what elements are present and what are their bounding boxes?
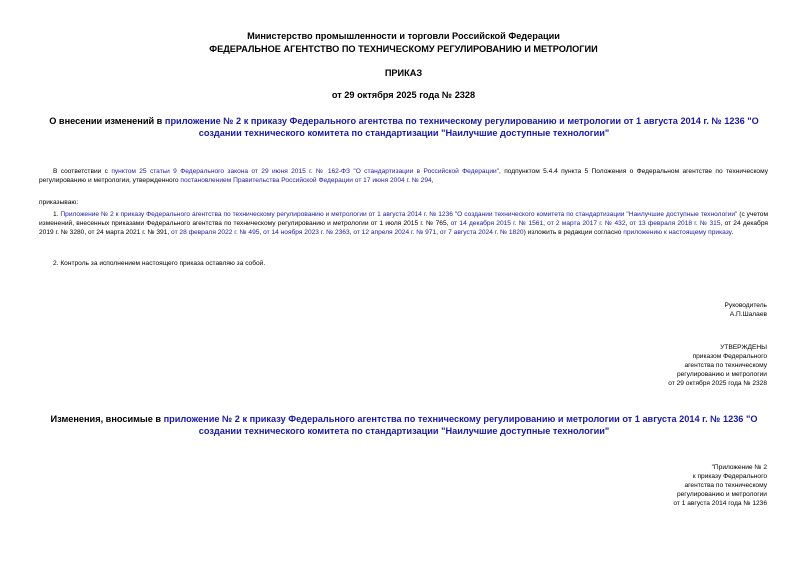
amendment-link-2023-2363[interactable]: от 14 ноября 2023 г. № 2363 bbox=[263, 229, 350, 236]
law-link[interactable]: пунктом 25 статьи 9 Федерального закона от 29 июня 2015 г. № 162-ФЗ "О стандартизации в Российской Федерации" bbox=[111, 168, 500, 175]
document-type: ПРИКАЗ bbox=[384, 68, 423, 78]
order-item-1: 1. Приложение № 2 к приказу Федерального агентства по техническому регулированию и метрологии от 1 августа 2014 г. № 1236 "О создании технического комитета по стандартизации "Наилучшие доступные технологии" (с учетом изменений, внесенных приказами Федерального агентства по техническому регулированию и метрологии от 1 июля 2015 г. № 765, от 14 декабря 2015 г. № 1561, от 2 марта 2017 г. № 432, от 13 февраля 2018 г. № 315, от 24 декабря 2019 г. № 3280, от 24 марта 2021 г. № 391, от 28 февраля 2022 г. № 495, от 14 ноября 2023 г. № 2363, от 12 апреля 2024 г. № 971, от 7 августа 2024 г. № 1820) изложить в редакции согласно приложению к настоящему приказу. bbox=[39, 211, 769, 236]
order-item-2: 2. Контроль за исполнением настоящего приказа оставляю за собой. bbox=[53, 260, 266, 267]
amendment-link-2017-432[interactable]: от 2 марта 2017 г. № 432 bbox=[547, 220, 626, 227]
preamble-paragraph: В соответствии с пунктом 25 статьи 9 Федерального закона от 29 июня 2015 г. № 162-ФЗ "О стандартизации в Российской Федерации", подпунктом 5.4.4 пункта 5 Положения о Федеральном агентстве по техническому регулированию и метрологии, утвержденного постановлением Правительства Российской Федерации от 17 июня 2004 г. № 294, bbox=[39, 168, 769, 184]
amendment-link-2015-1561[interactable]: от 14 декабря 2015 г. № 1561 bbox=[450, 220, 544, 227]
order-word: приказываю: bbox=[39, 199, 79, 206]
amendment-link-2024-971[interactable]: от 12 апреля 2024 г. № 971 bbox=[353, 229, 437, 236]
signature-block bbox=[725, 301, 767, 319]
attachment-link[interactable]: приложению к настоящему приказу bbox=[623, 229, 732, 236]
ministry-name: Министерство промышленности и торговли Российской Федерации bbox=[247, 31, 560, 41]
approved-block: УТВЕРЖДЕНЫ приказом Федерального агентства по техническому регулированию и метрологии от 29 октября 2025 года № 2328 bbox=[668, 344, 767, 387]
signature-name: А.П.Шалаев bbox=[729, 311, 767, 318]
signature-role: Руководитель bbox=[724, 302, 767, 309]
amendment-link-2018-315[interactable]: от 13 февраля 2018 г. № 315 bbox=[629, 220, 721, 227]
title-prefix: О внесении изменений в bbox=[49, 116, 165, 126]
changes-title-prefix: Изменения, вносимые в bbox=[50, 414, 164, 424]
document-date: от 29 октября 2025 года № 2328 bbox=[331, 90, 476, 100]
title-link[interactable]: приложение № 2 к приказу Федерального агентства по техническому регулированию и метрологии от 1 августа 2014 г. № 1236 "О создании технического комитета по стандартизации "Наилучшие доступные технологии" bbox=[164, 116, 759, 138]
appendix-block: "Приложение № 2 к приказу Федерального агентства по техническому регулированию и метрологии от 1 августа 2014 года № 1236 bbox=[673, 464, 767, 507]
amendment-link-2022-495[interactable]: от 28 февраля 2022 г. № 495 bbox=[171, 229, 260, 236]
document-title bbox=[34, 115, 774, 139]
agency-name: ФЕДЕРАЛЬНОЕ АГЕНТСТВО ПО ТЕХНИЧЕСКОМУ РЕГУЛИРОВАНИЮ И МЕТРОЛОГИИ bbox=[209, 44, 598, 54]
appendix-link[interactable]: Приложение № 2 к приказу Федерального агентства по техническому регулированию и метрологии от 1 августа 2014 г. № 1236 "О создании технического комитета по стандартизации "Наилучшие доступные технологии" bbox=[60, 211, 738, 218]
changes-title-link[interactable]: приложение № 2 к приказу Федерального агентства по техническому регулированию и метрологии от 1 августа 2014 г. № 1236 "О создании технического комитета по стандартизации "Наилучшие доступные технологии" bbox=[163, 414, 758, 436]
changes-title bbox=[34, 413, 774, 437]
amendment-link-2024-1820[interactable]: от 7 августа 2024 г. № 1820 bbox=[439, 229, 524, 236]
decree-link[interactable]: постановлением Правительства Российской Федерации от 17 июня 2004 г. № 294 bbox=[180, 177, 432, 184]
